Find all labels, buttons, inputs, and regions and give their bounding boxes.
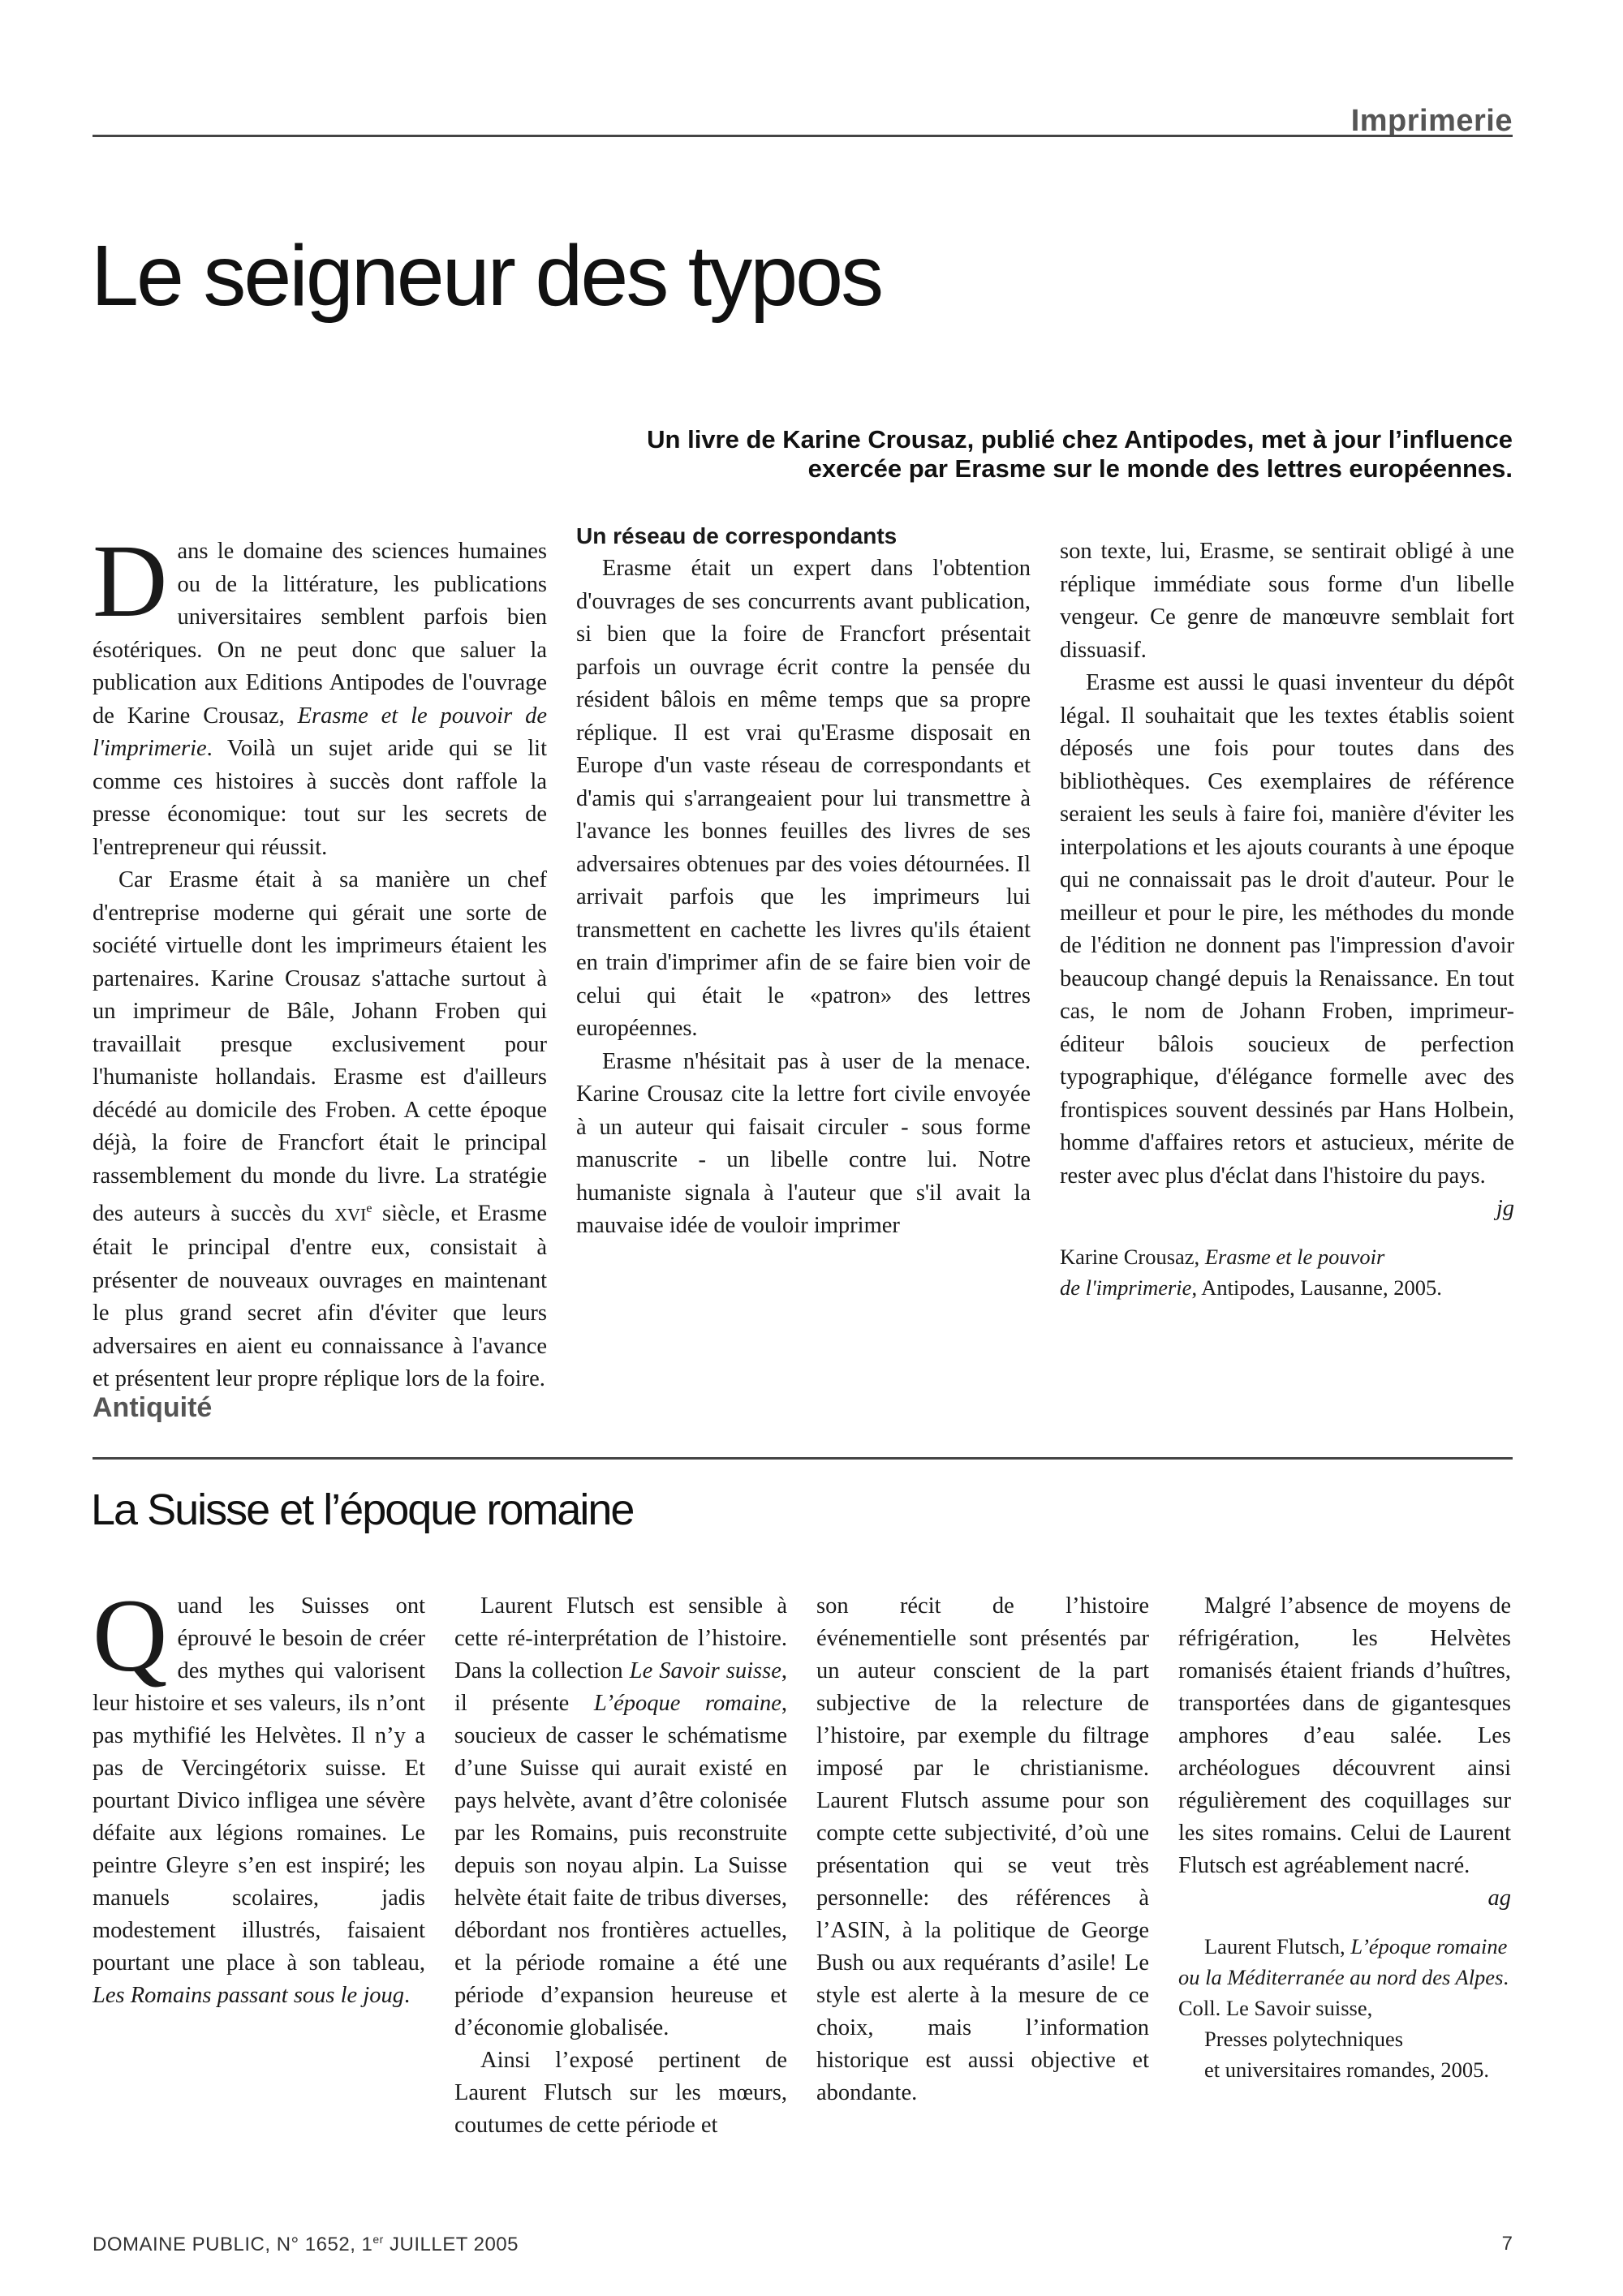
paragraph <box>1178 1590 1511 1911</box>
paragraph: Erasme n'hésitait pas à user de la menace. Karine Crousaz cite la lettre fort civile envoyée à un auteur qui faisait circuler - sous forme manuscrite - un libelle contre lui. Notre humaniste signala à l'auteur que s'il avait la mauvaise idée de vouloir imprimer <box>576 1048 1031 1238</box>
century-numeral: XVI <box>334 1204 367 1225</box>
text-run: siècle, et Erasme était le principal d'entre eux, consistait à présenter de nouveaux ouvrages en maintenant le plus grand secret afin d'éviter que leurs adversaires en aient eu connaissance à l'avance et présentent leur propre réplique lors de la foire. <box>93 1201 547 1391</box>
section-label: Antiquité <box>93 1392 213 1423</box>
book-reference <box>1178 1931 1511 2085</box>
text-run: , il présente <box>454 1658 788 1716</box>
article-column <box>93 523 547 1396</box>
article-lede <box>295 425 1513 484</box>
article-column <box>454 1590 787 2142</box>
issue-date: JUILLET 2005 <box>383 2234 519 2255</box>
reference-title: Erasme et le pouvoir <box>1204 1245 1385 1269</box>
superscript: e <box>366 1202 372 1215</box>
reference-title: L’époque romaine ou la Méditerranée au nord des Alpes <box>1178 1934 1508 1989</box>
reference-line <box>1060 1272 1514 1303</box>
issue-text: DOMAINE PUBLIC, N° 1652, 1 <box>93 2234 373 2255</box>
reference-line <box>1178 1931 1511 2023</box>
text-run: . Voilà un sujet aride qui se lit comme ces histoires à succès dont raffole la presse économique: tout sur les secrets de l'entrepreneur qui réussit. <box>93 736 547 860</box>
text-run: , soucieux de casser le schématisme d’une Suisse qui aurait existé en pays helvète, avant d’être colonisée par les Romains, puis reconstruite depuis son noyau alpin. La Suisse helvète était faite de tribus diverses, débordant nos frontières actuelles, et la période romaine a été une période d’expansion heureuse et d’économie globalisée. <box>454 1691 787 2040</box>
superscript: er <box>372 2233 384 2246</box>
reference-author: Karine Crousaz, <box>1060 1245 1205 1269</box>
reference-author: Laurent Flutsch, <box>1204 1934 1351 1958</box>
paragraph: Erasme était un expert dans l'obtention d'ouvrages de ses concurrents avant publication, si bien que la foire de Francfort présentait parfois un ouvrage écrit contre la pensée du résident bâlois en même temps que sa propre réplique. Il est vrai qu'Erasme disposait en Europe d'un vaste réseau de correspondants et d'amis qui s'arrangeaient pour lui transmettre à l'avance les bonnes feuilles des livres de ses adversaires obtenues par des voies détournées. Il arrivait parfois que les imprimeurs lui transmettent en cachette les livres qu'ils étaient en train d'imprimer afin de se faire bien voir de celui qui était le «patron» des lettres européennes. <box>576 556 1031 1041</box>
drop-cap: Q <box>93 1578 168 1693</box>
page-number: 7 <box>1501 2233 1513 2255</box>
paragraph: son récit de l’histoire événementielle sont présentés par un auteur conscient de la part subjective de la relecture de l’histoire, par exemple du filtrage imposé par le christianisme. Laurent Flutsch assume pour son compte cette subjectivité, d’où une présentation qui se veut très personnelle: des références à l’ASIN, à la politique de George Bush ou aux requérants d’asile! Le style est alerte à la mesure de ce choix, mais l’information historique est aussi objective et abondante. <box>816 1593 1149 2105</box>
reference-line: Presses polytechniques <box>1204 2027 1404 2051</box>
article-column <box>1060 535 1514 1303</box>
article-column <box>816 1590 1149 2109</box>
paragraph <box>93 523 547 864</box>
section-rule <box>93 135 1513 137</box>
text-run: uand les Suisses ont éprouvé le besoin de créer des mythes qui valorisent leur histoire et ses valeurs, ils n’ont pas mythifié les Helvètes. Il n’y a pas de Vercingétorix suisse. Et pourtant Divico infligea une sévère défaite aux légions romaines. Le peintre Gleyre s’en est inspiré; les manuels scolaires, jadis modestement illustrés, faisaient pourtant une place à son tableau, <box>93 1593 425 1976</box>
section-label: Imprimerie <box>1350 104 1513 138</box>
painting-title: Les Romains passant sous le joug <box>93 1983 404 2008</box>
text-run: Malgré l’absence de moyens de réfrigération, les Helvètes romanisés étaient friands d’huîtres, transportées dans de gigantesques amphores d’eau salée. Les archéologues découvrent ainsi régulièrement des coquillages sur les sites romains. Celui de Laurent Flutsch est agréablement nacré. <box>1178 1593 1511 1878</box>
lede-line: Un livre de Karine Crousaz, publié chez Antipodes, met à jour l’influence <box>647 425 1513 454</box>
lede-line: exercée par Erasme sur le monde des lettres européennes. <box>807 454 1513 483</box>
text-run: Erasme est aussi le quasi inventeur du dépôt légal. Il souhaitait que les textes établis soient déposés une fois pour toutes dans des bibliothèques. Ces exemplaires de référence seraient les seuls à faire foi, manière d'éviter les interpolations et les ajouts courants à une époque qui ne connaissait pas le droit d'auteur. Pour le meilleur et pour le pire, les méthodes du monde de l'édition ne donnent pas l'impression d'avoir beaucoup changé depuis la Renaissance. En tout cas, le nom de Johann Froben, imprimeur-éditeur bâlois soucieux de perfection typographique, d'élégance formelle avec des frontispices souvent dessinés par Hans Holbein, homme d'affaires retors et astucieux, mérite de rester avec plus d'éclat dans l'histoire du pays. <box>1060 670 1514 1189</box>
book-title: L’époque romaine <box>593 1691 781 1716</box>
text-run: ans le domaine des sciences humaines ou de la littérature, les publications universitaires semblent parfois bien ésotériques. On ne peut donc que saluer la publication aux Editions Antipodes de l'ouvrage de Karine Crousaz, <box>93 539 547 729</box>
collection-title: Le Savoir suisse <box>629 1658 781 1683</box>
paragraph: son texte, lui, Erasme, se sentirait obligé à une réplique immédiate sous forme d'un libelle vengeur. Ce genre de manœuvre semblait fort dissuasif. <box>1060 539 1514 663</box>
drop-cap: D <box>93 523 168 638</box>
subheading: Un réseau de correspondants <box>576 523 898 548</box>
article-column <box>576 503 1031 1243</box>
paragraph: Ainsi l’exposé pertinent de Laurent Flutsch sur les mœurs, coutumes de cette période et <box>454 2048 787 2138</box>
text-run: . <box>404 1983 411 2008</box>
article-column <box>1178 1590 1511 2085</box>
paragraph <box>454 1590 787 2044</box>
reference-line <box>1060 1241 1514 1272</box>
article-title: Le seigneur des typos <box>91 228 882 324</box>
issue-info <box>93 2233 519 2256</box>
paragraph <box>1060 667 1514 1221</box>
text-run: Laurent Flutsch est sensible à cette ré-interprétation de l’histoire. Dans la collection <box>454 1593 787 1683</box>
reference-title: de l'imprimerie <box>1060 1275 1192 1300</box>
text-run: Car Erasme était à sa manière un chef d'entreprise moderne qui gérait une sorte de société virtuelle dont les imprimeurs étaient les partenaires. Karine Crousaz s'attache surtout à un imprimeur de Bâle, Johann Froben qui travaillait presque exclusivement pour l'humaniste hollandais. Erasme est d'ailleurs décédé au domicile des Froben. A cette époque déjà, la foire de Francfort était le principal rassemblement du monde du livre. La stratégie des auteurs à succès du <box>93 867 547 1227</box>
paragraph <box>93 1578 425 2012</box>
reference-line: et universitaires romandes, 2005. <box>1204 2057 1490 2082</box>
section-rule <box>93 1457 1513 1460</box>
article-column <box>93 1578 425 2012</box>
paragraph <box>93 864 547 1396</box>
author-signature: jg <box>1496 1196 1514 1221</box>
article-title: La Suisse et l’époque romaine <box>91 1486 634 1534</box>
reference-publisher: . Coll. Le Savoir suisse, <box>1178 1965 1509 2020</box>
author-signature: ag <box>1487 1885 1511 1911</box>
reference-publisher: , Antipodes, Lausanne, 2005. <box>1191 1275 1442 1300</box>
book-reference <box>1060 1241 1514 1303</box>
book-title: Erasme et le pouvoir de l'imprimerie <box>93 703 547 761</box>
